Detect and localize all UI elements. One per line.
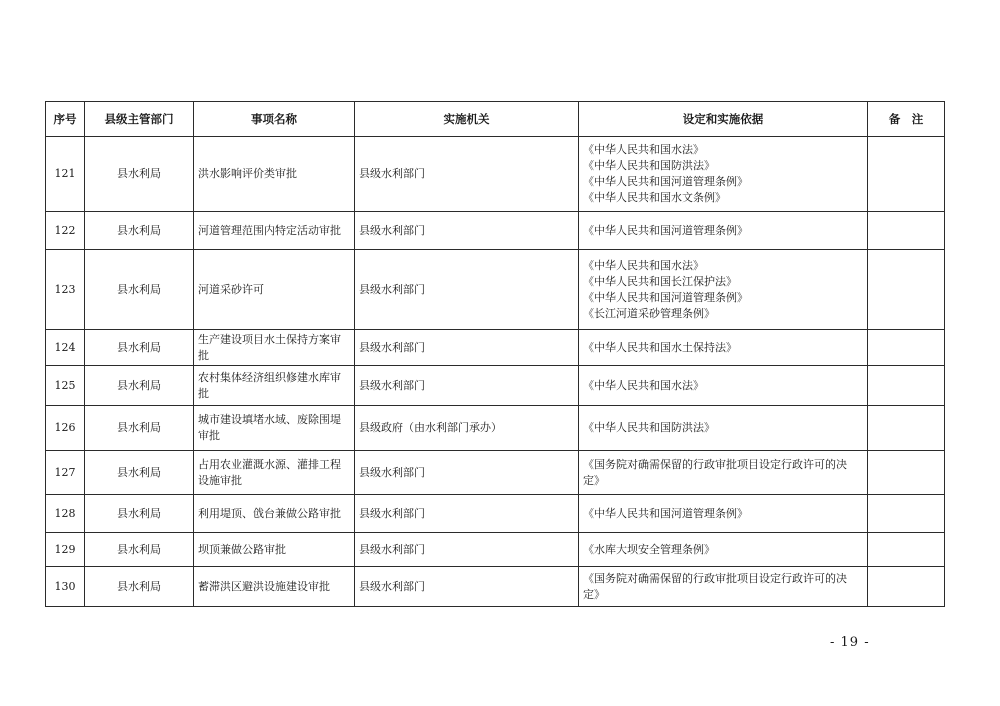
table-row — [46, 366, 945, 406]
basis-entry: 《中华人民共和国水法》 — [583, 143, 704, 156]
cell-seq: 125 — [46, 366, 85, 406]
cell-dept: 县水利局 — [85, 567, 194, 607]
table-row — [46, 451, 945, 495]
cell-item: 城市建设填堵水域、废除围堤审批 — [194, 406, 355, 451]
cell-remark — [868, 533, 945, 567]
cell-dept: 县水利局 — [85, 495, 194, 533]
cell-dept: 县水利局 — [85, 451, 194, 495]
table-row — [46, 406, 945, 451]
basis-entry: 《中华人民共和国水文条例》 — [583, 191, 726, 204]
table-row — [46, 495, 945, 533]
table-row — [46, 212, 945, 250]
cell-basis — [579, 451, 868, 495]
cell-item: 河道管理范围内特定活动审批 — [194, 212, 355, 250]
cell-dept: 县水利局 — [85, 406, 194, 451]
cell-basis — [579, 406, 868, 451]
cell-dept: 县水利局 — [85, 137, 194, 212]
cell-agency: 县级水利部门 — [355, 567, 579, 607]
basis-entry: 《中华人民共和国水土保持法》 — [583, 340, 737, 354]
table-row — [46, 533, 945, 567]
cell-item: 坝顶兼做公路审批 — [194, 533, 355, 567]
cell-seq: 122 — [46, 212, 85, 250]
cell-remark — [868, 330, 945, 366]
cell-item: 占用农业灌溉水源、灌排工程设施审批 — [194, 451, 355, 495]
cell-basis — [579, 330, 868, 366]
cell-item: 农村集体经济组织修建水库审批 — [194, 366, 355, 406]
cell-remark — [868, 451, 945, 495]
cell-dept: 县水利局 — [85, 250, 194, 330]
cell-item: 河道采砂许可 — [194, 250, 355, 330]
cell-seq: 121 — [46, 137, 85, 212]
cell-basis — [579, 137, 868, 212]
cell-remark — [868, 250, 945, 330]
cell-agency: 县级水利部门 — [355, 451, 579, 495]
cell-agency: 县级水利部门 — [355, 137, 579, 212]
table-row — [46, 250, 945, 330]
cell-dept: 县水利局 — [85, 330, 194, 366]
cell-seq: 129 — [46, 533, 85, 567]
basis-entry: 《中华人民共和国防洪法》 — [583, 421, 715, 434]
basis-entry: 《国务院对确需保留的行政审批项目设定行政许可的决定》 — [583, 571, 847, 601]
header-seq: 序号 — [46, 102, 85, 137]
cell-seq: 126 — [46, 406, 85, 451]
header-item: 事项名称 — [194, 102, 355, 137]
basis-entry: 《国务院对确需保留的行政审批项目设定行政许可的决定》 — [583, 457, 847, 487]
cell-item: 利用堤顶、戗台兼做公路审批 — [194, 495, 355, 533]
table-row — [46, 567, 945, 607]
cell-basis — [579, 212, 868, 250]
table-header-row — [46, 102, 945, 137]
basis-entry: 《中华人民共和国防洪法》 — [583, 159, 715, 172]
table-row — [46, 330, 945, 366]
cell-basis — [579, 567, 868, 607]
cell-seq: 123 — [46, 250, 85, 330]
cell-agency: 县级水利部门 — [355, 250, 579, 330]
cell-basis — [579, 495, 868, 533]
cell-item: 蓄滞洪区避洪设施建设审批 — [194, 567, 355, 607]
cell-agency: 县级水利部门 — [355, 495, 579, 533]
cell-dept: 县水利局 — [85, 533, 194, 567]
basis-entry: 《中华人民共和国河道管理条例》 — [583, 175, 748, 188]
basis-entry: 《中华人民共和国河道管理条例》 — [583, 290, 748, 304]
cell-item: 洪水影响评价类审批 — [194, 137, 355, 212]
basis-entry: 《水库大坝安全管理条例》 — [583, 542, 715, 556]
cell-agency: 县级水利部门 — [355, 330, 579, 366]
cell-basis — [579, 250, 868, 330]
cell-item: 生产建设项目水土保持方案审批 — [194, 330, 355, 366]
cell-remark — [868, 495, 945, 533]
cell-seq: 128 — [46, 495, 85, 533]
cell-agency: 县级水利部门 — [355, 533, 579, 567]
header-basis: 设定和实施依据 — [579, 102, 868, 137]
cell-seq: 130 — [46, 567, 85, 607]
header-dept: 县级主管部门 — [85, 102, 194, 137]
header-remark: 备 注 — [868, 102, 945, 137]
page-number: - 19 - — [830, 635, 870, 650]
cell-remark — [868, 212, 945, 250]
cell-dept: 县水利局 — [85, 212, 194, 250]
basis-entry: 《中华人民共和国河道管理条例》 — [583, 506, 748, 520]
basis-entry: 《中华人民共和国长江保护法》 — [583, 274, 737, 288]
approval-items-table-wrapper — [45, 101, 944, 607]
cell-agency: 县级水利部门 — [355, 212, 579, 250]
cell-dept: 县水利局 — [85, 366, 194, 406]
cell-agency: 县级政府（由水利部门承办） — [355, 406, 579, 451]
cell-seq: 124 — [46, 330, 85, 366]
basis-entry: 《中华人民共和国水法》 — [583, 258, 704, 272]
cell-agency: 县级水利部门 — [355, 366, 579, 406]
approval-items-table — [45, 101, 945, 607]
header-agency: 实施机关 — [355, 102, 579, 137]
basis-entry: 《中华人民共和国河道管理条例》 — [583, 223, 748, 237]
cell-basis — [579, 533, 868, 567]
table-body — [46, 137, 945, 607]
cell-remark — [868, 567, 945, 607]
cell-seq: 127 — [46, 451, 85, 495]
cell-remark — [868, 366, 945, 406]
cell-basis — [579, 366, 868, 406]
basis-entry: 《中华人民共和国水法》 — [583, 378, 704, 392]
basis-entry: 《长江河道采砂管理条例》 — [583, 306, 715, 320]
cell-remark — [868, 137, 945, 212]
table-row — [46, 137, 945, 212]
cell-remark — [868, 406, 945, 451]
